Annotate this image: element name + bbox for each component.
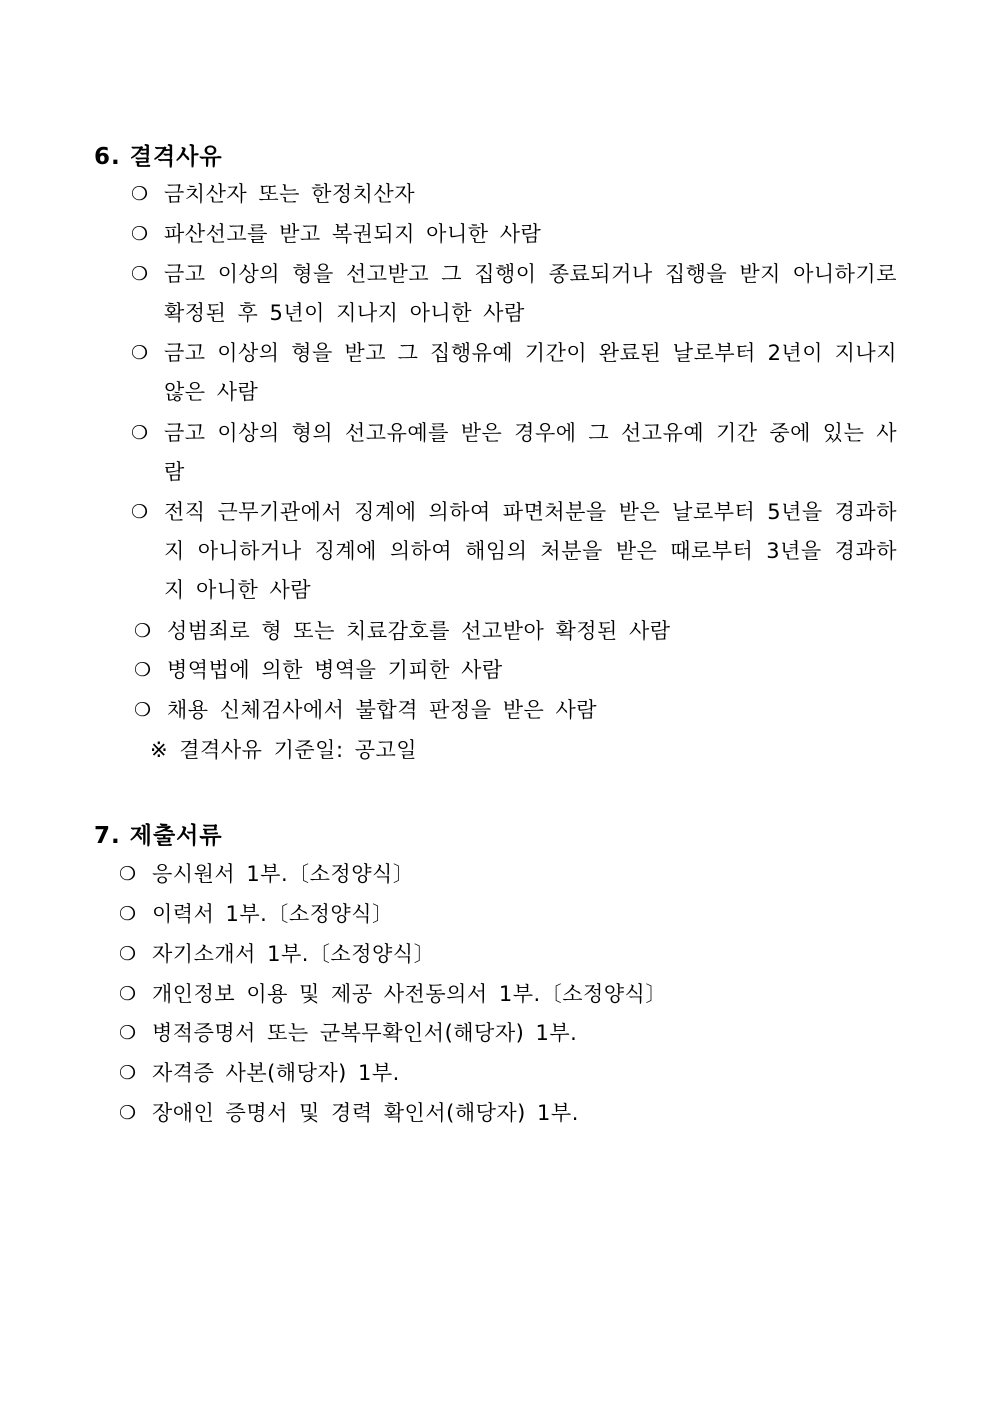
circle-bullet-icon: ❍ [131, 183, 149, 205]
document-list-item-text: 자격증 사본(해당자) 1부. [152, 1061, 400, 1085]
disqualification-item-text: 채용 신체검사에서 불합격 판정을 받은 사람 [167, 698, 598, 722]
circle-bullet-icon: ❍ [119, 1022, 137, 1044]
reference-date-note: ※ 결격사유 기준일: 공고일 [150, 738, 418, 762]
document-list-item [119, 1094, 819, 1133]
circle-bullet-icon: ❍ [134, 620, 152, 642]
document-list-item [119, 935, 819, 974]
document-list-item [119, 1014, 819, 1053]
circle-bullet-icon: ❍ [134, 699, 152, 721]
document-list-item [119, 895, 819, 934]
document-list-item-text: 개인정보 이용 및 제공 사전동의서 1부.〔소정양식〕 [152, 982, 667, 1006]
document-list-item-text: 장애인 증명서 및 경력 확인서(해당자) 1부. [152, 1101, 579, 1125]
document-list-item-text: 응시원서 1부.〔소정양식〕 [152, 862, 415, 886]
disqualification-item-text: 성범죄로 형 또는 치료감호를 선고받아 확정된 사람 [167, 619, 671, 643]
document-list-item [119, 855, 819, 894]
document-list-item-text: 이력서 1부.〔소정양식〕 [152, 902, 394, 926]
circle-bullet-icon: ❍ [131, 422, 149, 444]
disqualification-item-text: 파산선고를 받고 복권되지 아니한 사람 [164, 222, 542, 246]
disqualification-item [134, 651, 834, 690]
circle-bullet-icon: ❍ [131, 501, 149, 523]
disqualification-item [131, 493, 897, 610]
circle-bullet-icon: ❍ [119, 943, 137, 965]
document-list-item-text: 자기소개서 1부.〔소정양식〕 [152, 942, 436, 966]
disqualification-item-text: 병역법에 의한 병역을 기피한 사람 [167, 658, 503, 682]
disqualification-item-text: 전직 근무기관에서 징계에 의하여 파면처분을 받은 날로부터 5년을 경과하지 아니하거나 징계에 의하여 해임의 처분을 받은 때로부터 3년을 경과하지 아니한 사람 [164, 500, 897, 602]
circle-bullet-icon: ❍ [134, 659, 152, 681]
circle-bullet-icon: ❍ [131, 223, 149, 245]
disqualification-item-text: 금치산자 또는 한정치산자 [164, 182, 415, 206]
circle-bullet-icon: ❍ [119, 983, 137, 1005]
document-list-item-text: 병적증명서 또는 군복무확인서(해당자) 1부. [152, 1021, 578, 1045]
disqualification-item [134, 691, 834, 730]
disqualification-item [134, 612, 834, 651]
circle-bullet-icon: ❍ [119, 1062, 137, 1084]
document-list-item [119, 1054, 819, 1093]
section-7-heading: 7. 제출서류 [94, 823, 223, 849]
disqualification-item-text: 금고 이상의 형의 선고유예를 받은 경우에 그 선고유예 기간 중에 있는 사람 [164, 421, 897, 484]
disqualification-item [131, 255, 897, 333]
circle-bullet-icon: ❍ [131, 263, 149, 285]
document-list-item [119, 975, 819, 1014]
disqualification-item [131, 215, 897, 254]
circle-bullet-icon: ❍ [119, 863, 137, 885]
disqualification-item [131, 414, 897, 492]
disqualification-item-text: 금고 이상의 형을 받고 그 집행유예 기간이 완료된 날로부터 2년이 지나지 않은 사람 [164, 341, 897, 404]
disqualification-item [131, 334, 897, 412]
circle-bullet-icon: ❍ [131, 342, 149, 364]
circle-bullet-icon: ❍ [119, 903, 137, 925]
disqualification-item [131, 175, 897, 214]
section-6-heading: 6. 결격사유 [94, 144, 223, 170]
disqualification-item-text: 금고 이상의 형을 선고받고 그 집행이 종료되거나 집행을 받지 아니하기로 확정된 후 5년이 지나지 아니한 사람 [164, 262, 897, 325]
circle-bullet-icon: ❍ [119, 1102, 137, 1124]
